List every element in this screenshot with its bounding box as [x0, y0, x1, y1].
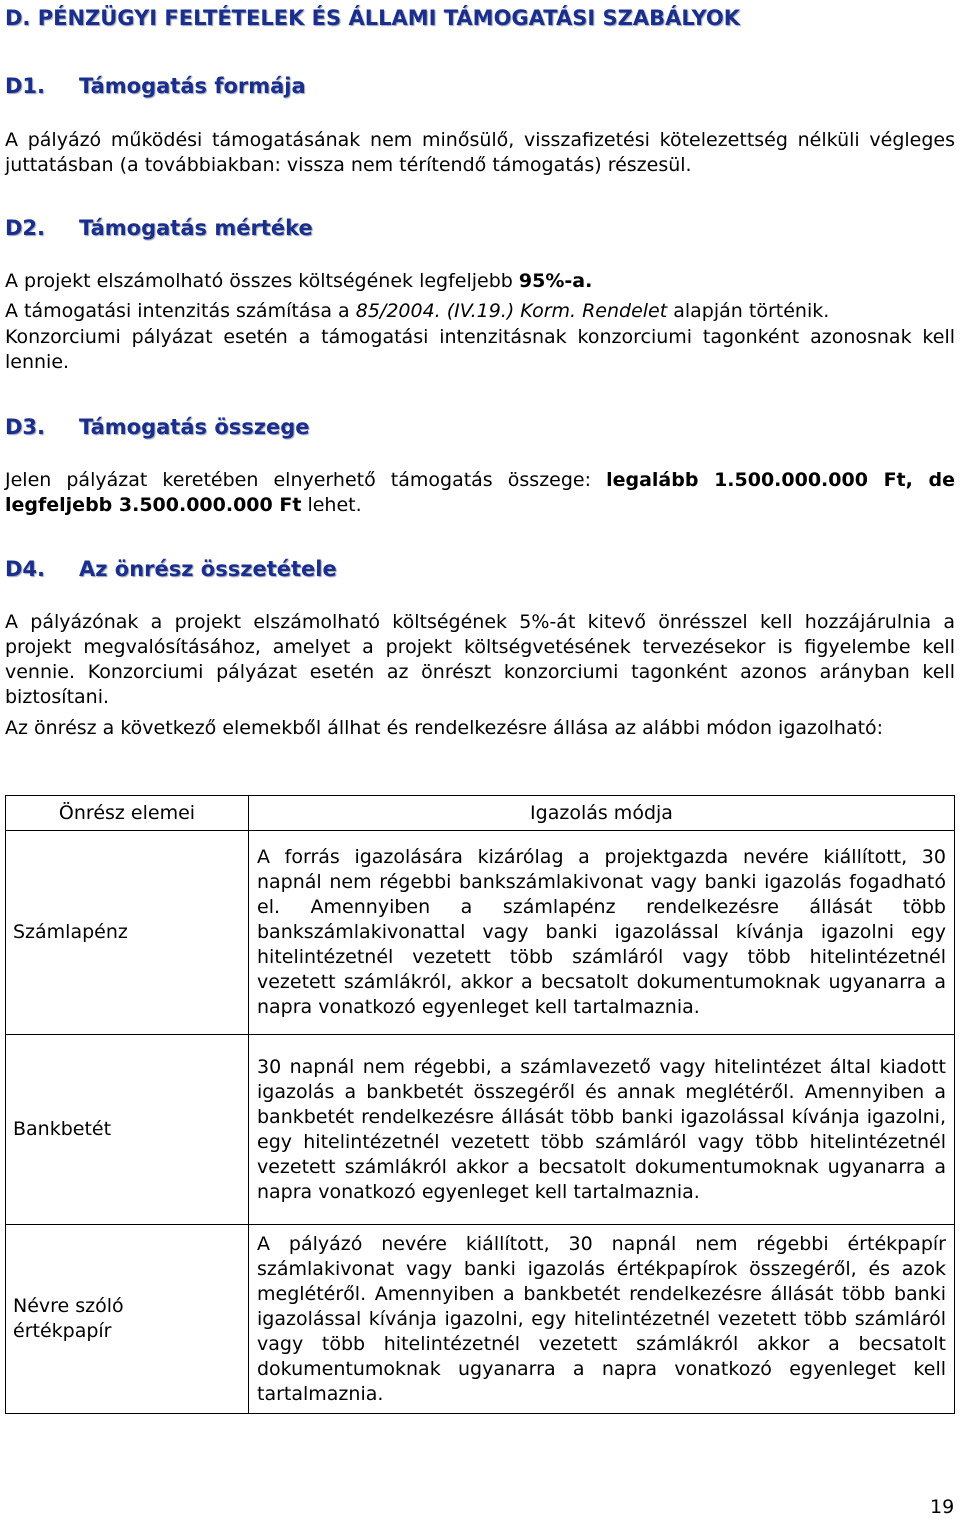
d4-paragraph-2: Az önrész a következő elemekből állhat és rendelkezésre állása az alábbi módon igazolható: — [5, 717, 884, 739]
own-contribution-table — [5, 795, 955, 1414]
section-heading-d2 — [5, 216, 313, 240]
section-title: Támogatás formája — [79, 74, 306, 98]
text-run: lehet. — [301, 494, 362, 516]
page-title: D. PÉNZÜGYI FELTÉTELEK ÉS ÁLLAMI TÁMOGATÁSI SZABÁLYOK — [5, 6, 741, 30]
section-heading-d4 — [5, 557, 337, 581]
d2-line-1 — [5, 269, 955, 294]
regulation-reference: 85/2004. (IV.19.) Korm. Rendelet — [355, 300, 668, 322]
text-run: Jelen pályázat keretében elnyerhető támogatás összege: — [5, 469, 607, 491]
text-run: A projekt elszámolható összes költségének legfeljebb — [5, 270, 519, 292]
table-row — [6, 1225, 955, 1414]
element-cell: Bankbetét — [6, 1035, 249, 1225]
element-cell: Számlapénz — [6, 831, 249, 1035]
table-row — [6, 831, 955, 1035]
section-heading-d1 — [5, 74, 306, 98]
d4-paragraph-1: A pályázónak a projekt elszámolható költségének 5%-át kitevő önrésszel kell hozzájárulnia a projekt megvalósításához, amelyet a projekt költségvetésének tervezésekor is figyelembe kell vennie. Konzorciumi pályázat esetén az önrészt konzorciumi tagonként azonos arányban kell biztosítani. — [5, 611, 955, 708]
d2-line-2 — [5, 299, 955, 324]
method-cell: 30 napnál nem régebbi, a számlavezető vagy hitelintézet által kiadott igazolás a bankbetét összegéről és annak meglétéről. Amennyiben a bankbetét rendelkezésre állását több banki igazolással kívánja igazolni, egy hitelintézetnél vezetett több számláról vagy több hitelintézetnél vezetett számlákról akkor a becsatolt dokumentumoknak ugyanarra a napra vonatkozó egyenleget kell tartalmaznia. — [249, 1035, 955, 1225]
column-header-elements: Önrész elemei — [6, 796, 249, 831]
d3-paragraph — [5, 468, 955, 518]
d1-paragraph: A pályázó működési támogatásának nem minősülő, visszafizetési kötelezettség nélküli végleges juttatásban (a továbbiakban: vissza nem térítendő támogatás) részesül. — [5, 129, 955, 176]
section-heading-d3 — [5, 415, 310, 439]
amount-range: legalább 1.500.000.000 Ft, de legfeljebb 3.500.000.000 Ft — [5, 469, 955, 516]
section-title: Támogatás összege — [79, 415, 310, 439]
section-number: D3. — [5, 415, 46, 439]
section-title: Az önrész összetétele — [79, 557, 337, 581]
section-number: D4. — [5, 557, 46, 581]
d2-line-3: Konzorciumi pályázat esetén a támogatási intenzitásnak konzorciumi tagonként azonosnak kell lennie. — [5, 326, 955, 373]
table-row — [6, 1035, 955, 1225]
element-cell: Névre szóló értékpapír — [6, 1225, 249, 1414]
section-title: Támogatás mértéke — [79, 216, 313, 240]
section-number: D2. — [5, 216, 46, 240]
column-header-verification: Igazolás módja — [249, 796, 955, 831]
text-run: alapján történik. — [667, 300, 830, 322]
method-cell: A forrás igazolására kizárólag a projektgazda nevére kiállított, 30 napnál nem régebbi bankszámlakivonat vagy banki igazolás fogadható el. Amennyiben a számlapénz rendelkezésre állását több bankszámlakivonattal vagy banki igazolással kívánja igazolni egy hitelintézetnél vezetett több számláról vagy több hitelintézetnél vezetett számlákról, akkor a becsatolt dokumentumoknak ugyanarra a napra vonatkozó egyenleget kell tartalmaznia. — [249, 831, 955, 1035]
percent-value: 95%-a. — [518, 270, 593, 292]
method-cell: A pályázó nevére kiállított, 30 napnál nem régebbi értékpapír számlakivonat vagy banki igazolás értékpapírok összegéről, és azok meglétéről. Amennyiben a bankbetét rendelkezésre állását több banki igazolással kívánja igazolni, egy hitelintézetnél vezetett több számláról vagy több hitelintézetnél vezetett számlákról akkor a becsatolt dokumentumoknak ugyanarra a napra vonatkozó egyenleget kell tartalmaznia. — [249, 1225, 955, 1414]
text-run: A támogatási intenzitás számítása a — [5, 300, 356, 322]
table-header-row — [6, 796, 955, 831]
page-number: 19 — [930, 1496, 955, 1518]
section-number: D1. — [5, 74, 46, 98]
